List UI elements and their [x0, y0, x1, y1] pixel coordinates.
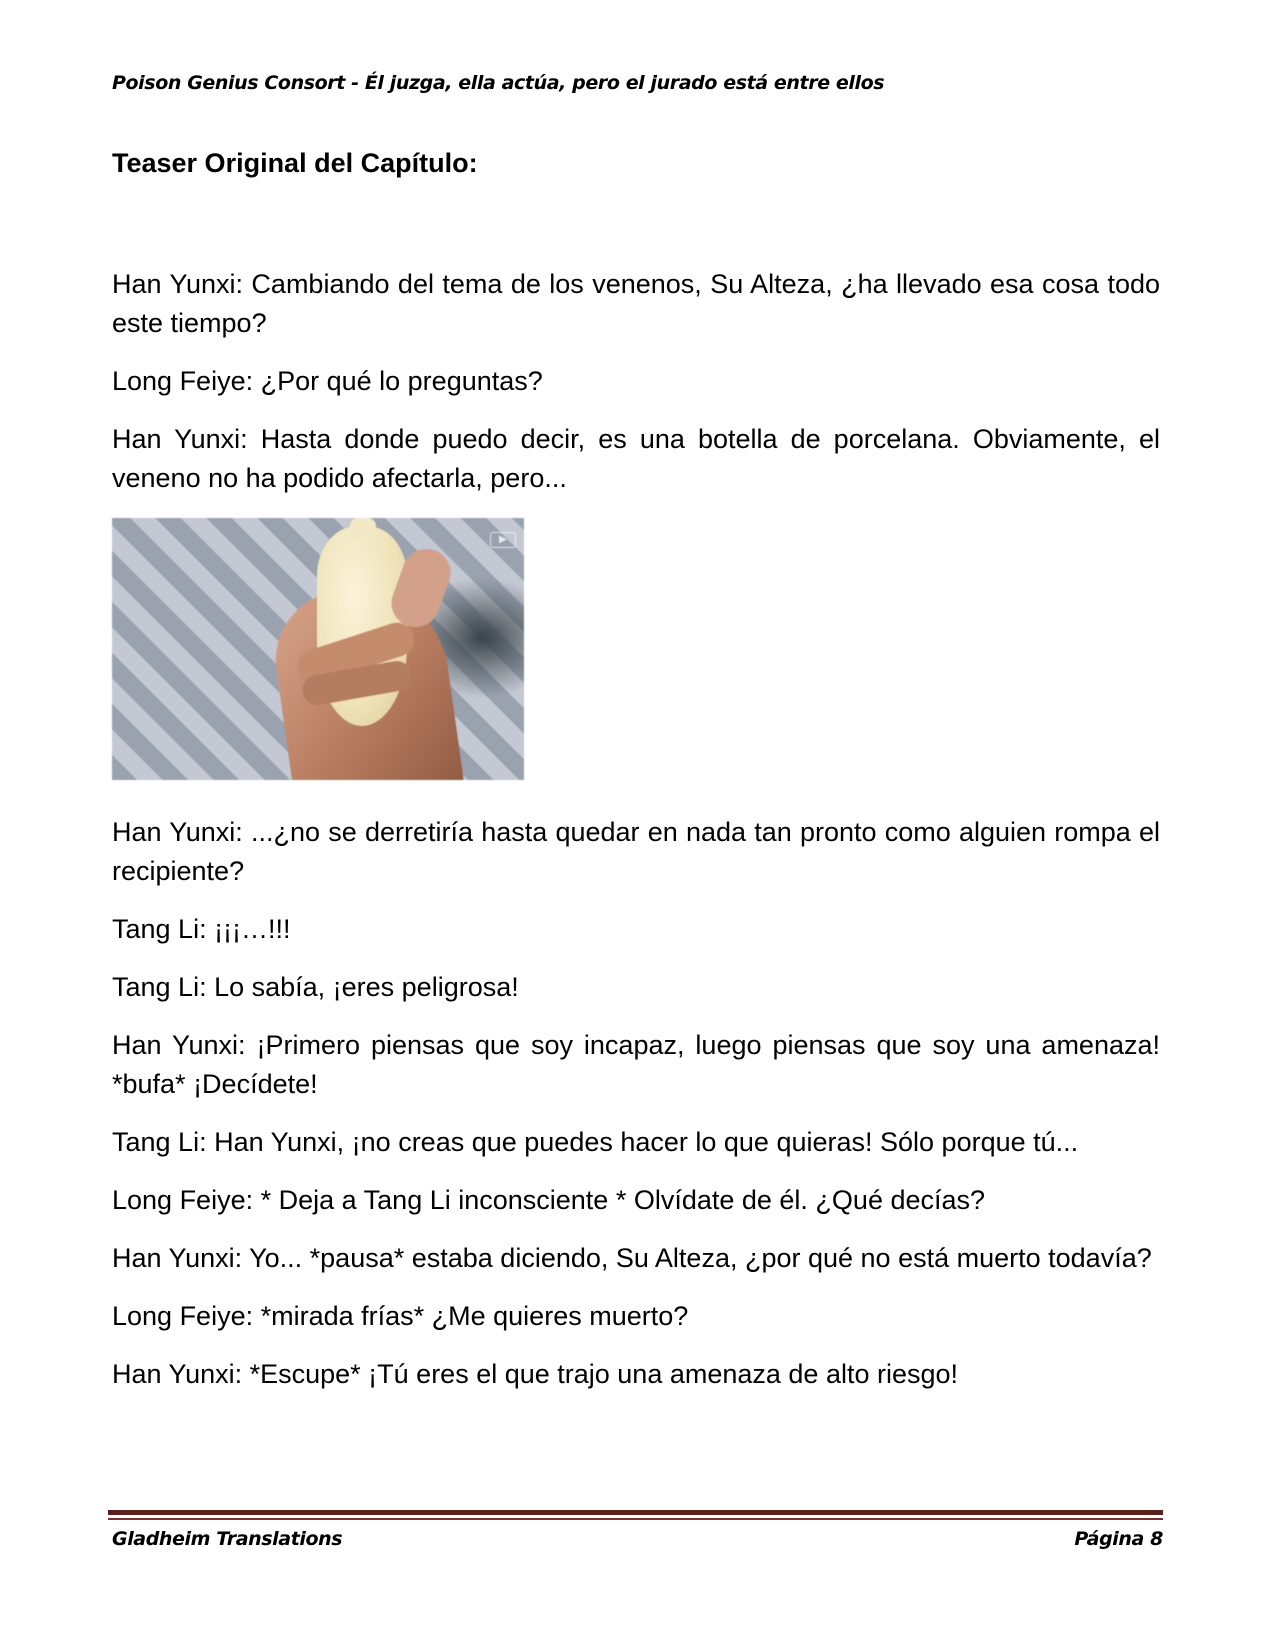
dialogue-line: Han Yunxi: ¡Primero piensas que soy incapaz, luego piensas que soy una amenaza! *bufa* ¡Decídete! [112, 1030, 1160, 1099]
section-title: Teaser Original del Capítulo: [112, 148, 478, 178]
porcelain-bottle-photo [112, 518, 524, 780]
page-number: Página 8 [1074, 1528, 1163, 1550]
video-badge-icon: ▶ [490, 532, 516, 548]
footer-rule [108, 1518, 1163, 1520]
dialogue-line: Tang Li: Lo sabía, ¡eres peligrosa! [112, 972, 519, 1002]
dialogue-line: Han Yunxi: Hasta donde puedo decir, es una botella de porcelana. Obviamente, el veneno no ha podido afectarla, pero... [112, 424, 1160, 493]
dialogue-line: Tang Li: ¡¡¡…!!! [112, 914, 291, 944]
footer-rule [108, 1510, 1163, 1515]
bottle-neck-shape [350, 518, 376, 540]
dialogue-line: Long Feiye: ¿Por qué lo preguntas? [112, 366, 543, 396]
dialogue-line: Long Feiye: * Deja a Tang Li inconsciente * Olvídate de él. ¿Qué decías? [112, 1185, 986, 1215]
dialogue-line: Han Yunxi: ...¿no se derretiría hasta quedar en nada tan pronto como alguien rompa el recipiente? [112, 817, 1160, 886]
dialogue-line: Han Yunxi: Cambiando del tema de los venenos, Su Alteza, ¿ha llevado esa cosa todo este tiempo? [112, 269, 1160, 338]
dialogue-line: Han Yunxi: Yo... *pausa* estaba diciendo, Su Alteza, ¿por qué no está muerto todavía? [112, 1243, 1152, 1273]
dialogue-line: Han Yunxi: *Escupe* ¡Tú eres el que trajo una amenaza de alto riesgo! [112, 1359, 959, 1389]
dialogue-line: Long Feiye: *mirada frías* ¿Me quieres muerto? [112, 1301, 689, 1331]
footer-publisher: Gladheim Translations [112, 1528, 343, 1550]
dialogue-line: Tang Li: Han Yunxi, ¡no creas que puedes hacer lo que quieras! Sólo porque tú... [112, 1127, 1079, 1157]
document-body [112, 265, 1160, 1413]
running-header: Poison Genius Consort - Él juzga, ella actúa, pero el jurado está entre ellos [112, 72, 885, 94]
